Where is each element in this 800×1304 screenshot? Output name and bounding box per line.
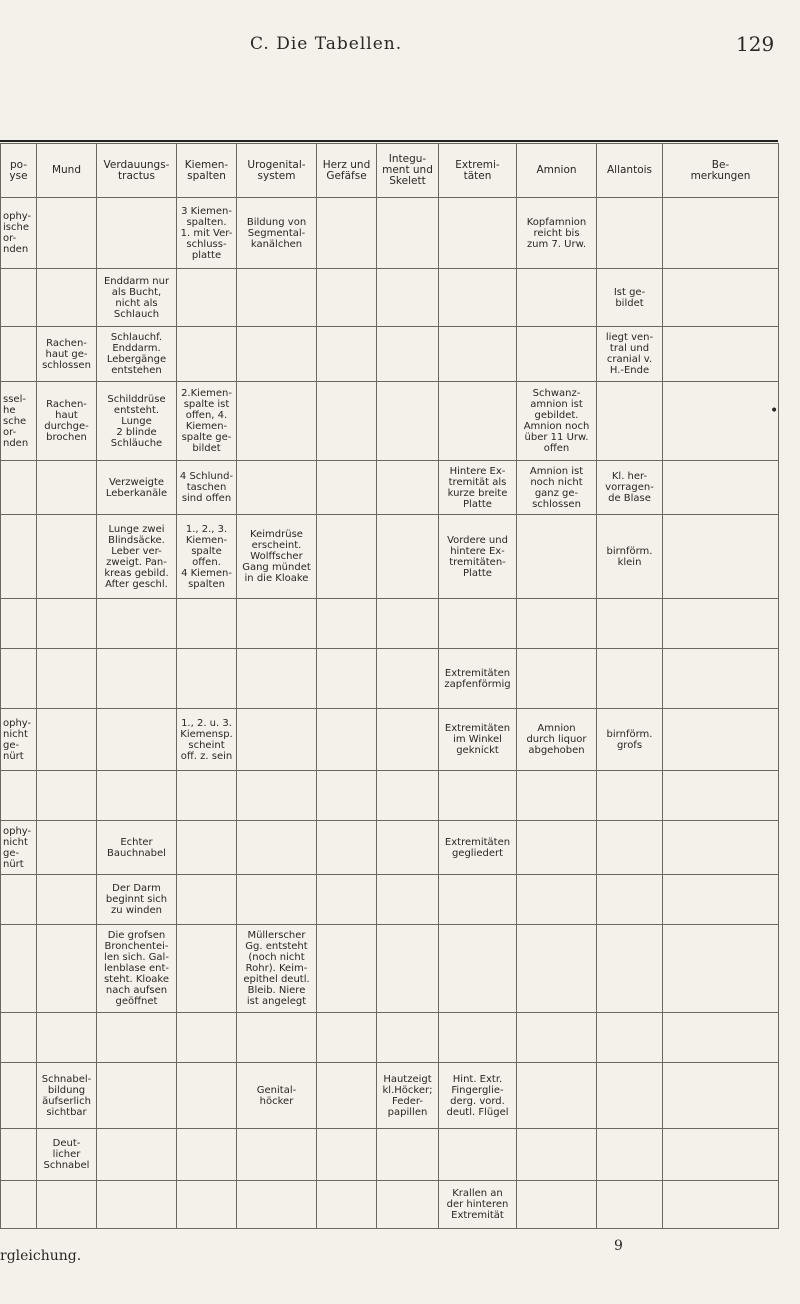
table-cell: Der Darm beginnt sich zu winden <box>97 875 177 925</box>
column-header: Urogenital- system <box>237 144 317 198</box>
table-cell <box>177 875 237 925</box>
table-cell: 3 Kiemen- spalten. 1. mit Ver- schluss- platte <box>177 198 237 269</box>
table-row <box>1 875 779 925</box>
table-row <box>1 1181 779 1229</box>
development-table <box>0 143 779 1229</box>
table-cell <box>597 1013 663 1063</box>
table-cell <box>1 599 37 649</box>
table-cell <box>37 771 97 821</box>
table-cell <box>97 1181 177 1229</box>
table-cell <box>37 649 97 709</box>
table-cell <box>37 1181 97 1229</box>
table-cell: Schwanz- amnion ist gebildet. Amnion noch über 11 Urw. offen <box>517 382 597 461</box>
table-cell <box>317 1063 377 1129</box>
table-cell <box>97 771 177 821</box>
table-row <box>1 1129 779 1181</box>
table-row <box>1 1063 779 1129</box>
table-row <box>1 461 779 515</box>
table-cell <box>663 1129 779 1181</box>
table-cell <box>439 1129 517 1181</box>
table-cell <box>97 649 177 709</box>
table-row <box>1 382 779 461</box>
table-cell: Verzweigte Leberkanäle <box>97 461 177 515</box>
table-cell: liegt ven- tral und cranial v. H.-Ende <box>597 327 663 382</box>
table-cell <box>317 461 377 515</box>
table-cell <box>517 821 597 875</box>
table-cell <box>377 515 439 599</box>
table-cell: Ist ge- bildet <box>597 269 663 327</box>
table-row <box>1 709 779 771</box>
table-cell <box>663 461 779 515</box>
table-cell <box>663 1013 779 1063</box>
table-cell <box>377 327 439 382</box>
table-cell <box>663 327 779 382</box>
table-cell <box>517 649 597 709</box>
table-cell <box>177 925 237 1013</box>
table-cell <box>177 821 237 875</box>
table-cell <box>517 599 597 649</box>
page-title: C. Die Tabellen. <box>250 34 403 54</box>
table-cell <box>597 198 663 269</box>
table-cell <box>377 925 439 1013</box>
table-cell <box>317 771 377 821</box>
table-cell <box>1 1013 37 1063</box>
table-cell <box>517 925 597 1013</box>
table-cell <box>663 709 779 771</box>
table-cell: 1., 2. u. 3. Kiemensp. scheint off. z. sein <box>177 709 237 771</box>
table-cell <box>377 649 439 709</box>
table-cell: Bildung von Segmental- kanälchen <box>237 198 317 269</box>
table-cell: Hint. Extr. Fingerglie- derg. vord. deutl. Flügel <box>439 1063 517 1129</box>
table-cell <box>37 599 97 649</box>
table-cell: Extremitäten im Winkel geknickt <box>439 709 517 771</box>
table-cell: Krallen an der hinteren Extremität <box>439 1181 517 1229</box>
table-row <box>1 198 779 269</box>
table-cell: Extremitäten zapfenförmig <box>439 649 517 709</box>
column-header: Kiemen- spalten <box>177 144 237 198</box>
table-cell <box>439 925 517 1013</box>
column-header: Be- merkungen <box>663 144 779 198</box>
table-cell <box>317 515 377 599</box>
table-cell <box>517 875 597 925</box>
table-cell <box>237 1129 317 1181</box>
table-cell <box>37 269 97 327</box>
table-cell <box>97 198 177 269</box>
table-cell <box>377 771 439 821</box>
table-cell <box>97 1063 177 1129</box>
table-cell <box>237 599 317 649</box>
table-cell <box>377 269 439 327</box>
table-cell <box>597 649 663 709</box>
table-cell <box>377 875 439 925</box>
table-cell <box>177 771 237 821</box>
table-cell <box>597 1063 663 1129</box>
page-number: 129 <box>736 32 775 56</box>
table-cell <box>37 709 97 771</box>
table-cell <box>317 599 377 649</box>
column-header: Integu- ment und Skelett <box>377 144 439 198</box>
table-cell <box>1 1063 37 1129</box>
column-header: Allantois <box>597 144 663 198</box>
table-cell <box>1 515 37 599</box>
table-cell <box>439 599 517 649</box>
column-header: Verdauungs- tractus <box>97 144 177 198</box>
table-cell <box>663 599 779 649</box>
table-cell <box>439 771 517 821</box>
table-cell <box>663 649 779 709</box>
table-cell <box>317 269 377 327</box>
table-cell: Rachen- haut ge- schlossen <box>37 327 97 382</box>
table-cell <box>237 821 317 875</box>
table-cell <box>37 198 97 269</box>
table-cell: Schnabel- bildung äufserlich sichtbar <box>37 1063 97 1129</box>
table-cell <box>663 1181 779 1229</box>
table-cell <box>377 198 439 269</box>
table-cell <box>237 269 317 327</box>
table-cell <box>663 771 779 821</box>
table-cell <box>317 875 377 925</box>
table-cell <box>377 1013 439 1063</box>
table-cell: Genital- höcker <box>237 1063 317 1129</box>
table-cell <box>663 198 779 269</box>
column-header: Extremi- täten <box>439 144 517 198</box>
table-cell <box>377 821 439 875</box>
table-cell <box>597 599 663 649</box>
footer-text: rgleichung. <box>0 1248 82 1264</box>
table-cell <box>317 649 377 709</box>
table-row <box>1 925 779 1013</box>
table-cell <box>377 599 439 649</box>
table-cell <box>597 875 663 925</box>
top-rule <box>0 140 778 142</box>
table-cell <box>37 515 97 599</box>
table-cell: 1., 2., 3. Kiemen- spalte offen. 4 Kiemen- spalten <box>177 515 237 599</box>
table-cell <box>439 875 517 925</box>
table-cell <box>177 649 237 709</box>
table-cell <box>177 1181 237 1229</box>
column-header: po- yse <box>1 144 37 198</box>
table-cell <box>97 599 177 649</box>
table-cell <box>317 821 377 875</box>
signature-mark: 9 <box>614 1238 623 1254</box>
table-cell: Amnion durch liquor abgehoben <box>517 709 597 771</box>
table-cell <box>597 821 663 875</box>
table-cell <box>377 709 439 771</box>
table-cell <box>439 269 517 327</box>
table-cell <box>177 1063 237 1129</box>
table-cell: Kopfamnion reicht bis zum 7. Urw. <box>517 198 597 269</box>
table-cell <box>517 269 597 327</box>
column-header: Mund <box>37 144 97 198</box>
table-cell <box>663 1063 779 1129</box>
table-cell <box>517 1013 597 1063</box>
table-cell <box>377 1129 439 1181</box>
table-cell <box>517 771 597 821</box>
table-cell <box>237 709 317 771</box>
table-cell: Die grofsen Bronchentei- len sich. Gal- lenblase ent- steht. Kloake nach aufsen geöffnet <box>97 925 177 1013</box>
table-cell <box>597 925 663 1013</box>
table-cell <box>663 515 779 599</box>
table-cell <box>663 925 779 1013</box>
table-cell <box>517 515 597 599</box>
table-cell <box>317 1129 377 1181</box>
table-cell: 2.Kiemen- spalte ist offen, 4. Kiemen- spalte ge- bildet <box>177 382 237 461</box>
running-head <box>0 28 800 58</box>
table-cell: Schlauchf. Enddarm. Lebergänge entstehen <box>97 327 177 382</box>
table-cell <box>517 1129 597 1181</box>
table-cell <box>377 1181 439 1229</box>
table-cell <box>317 925 377 1013</box>
table-cell <box>317 382 377 461</box>
table-row <box>1 515 779 599</box>
table-cell: Vordere und hintere Ex- tremitäten- Platte <box>439 515 517 599</box>
table-cell: Extremitäten gegliedert <box>439 821 517 875</box>
table-cell <box>317 1181 377 1229</box>
table-cell <box>37 1013 97 1063</box>
table-cell <box>377 382 439 461</box>
table-cell <box>377 461 439 515</box>
table-cell <box>597 1129 663 1181</box>
table-cell <box>237 461 317 515</box>
table-cell: birnförm. klein <box>597 515 663 599</box>
table-cell <box>663 382 779 461</box>
table-cell: ophy- ische or- nden <box>1 198 37 269</box>
table-cell: ssel- he sche or- nden <box>1 382 37 461</box>
table-cell <box>439 327 517 382</box>
table-cell <box>237 649 317 709</box>
table-row <box>1 1013 779 1063</box>
table-cell <box>37 925 97 1013</box>
table-cell: Echter Bauchnabel <box>97 821 177 875</box>
table-cell: Enddarm nur als Bucht, nicht als Schlauch <box>97 269 177 327</box>
table-cell: Deut- licher Schnabel <box>37 1129 97 1181</box>
table-cell <box>97 1129 177 1181</box>
table-cell: Keimdrüse erscheint. Wolffscher Gang mündet in die Kloake <box>237 515 317 599</box>
table-cell <box>97 709 177 771</box>
table-header-row <box>1 144 779 198</box>
table-row <box>1 821 779 875</box>
table-row <box>1 599 779 649</box>
table-cell <box>597 1181 663 1229</box>
table-cell <box>177 327 237 382</box>
table-cell <box>37 461 97 515</box>
table-cell <box>439 1013 517 1063</box>
table-cell <box>597 771 663 821</box>
table-row <box>1 649 779 709</box>
table-cell <box>317 1013 377 1063</box>
table-cell: Kl. her- vorragen- de Blase <box>597 461 663 515</box>
column-header: Amnion <box>517 144 597 198</box>
table-cell <box>1 925 37 1013</box>
table-cell: Hintere Ex- tremität als kurze breite Platte <box>439 461 517 515</box>
table-cell <box>1 461 37 515</box>
table-cell: Schilddrüse entsteht. Lunge 2 blinde Schläuche <box>97 382 177 461</box>
table-cell <box>237 327 317 382</box>
table-row <box>1 269 779 327</box>
table-cell: ophy- nicht ge- nürt <box>1 821 37 875</box>
table-cell <box>317 198 377 269</box>
table-cell: 4 Schlund- taschen sind offen <box>177 461 237 515</box>
table-cell <box>237 382 317 461</box>
table-cell <box>37 875 97 925</box>
table-cell <box>97 1013 177 1063</box>
table-cell <box>1 771 37 821</box>
margin-mark: • <box>770 403 779 419</box>
table-cell <box>317 327 377 382</box>
table-cell <box>1 1129 37 1181</box>
table-cell: Müllerscher Gg. entsteht (noch nicht Rohr). Keim- epithel deutl. Bleib. Niere ist angelegt <box>237 925 317 1013</box>
table-cell <box>663 875 779 925</box>
table-cell <box>517 1181 597 1229</box>
table-cell <box>317 709 377 771</box>
table-cell <box>237 1013 317 1063</box>
table-cell: ophy- nicht ge- nürt <box>1 709 37 771</box>
table-row <box>1 327 779 382</box>
table-cell <box>663 269 779 327</box>
table-cell <box>177 1013 237 1063</box>
table-cell <box>439 198 517 269</box>
column-header: Herz und Gefäfse <box>317 144 377 198</box>
table-cell: Amnion ist noch nicht ganz ge- schlossen <box>517 461 597 515</box>
table-cell <box>1 875 37 925</box>
table-cell <box>517 1063 597 1129</box>
table-cell <box>237 875 317 925</box>
table-cell: birnförm. grofs <box>597 709 663 771</box>
table-cell <box>1 327 37 382</box>
table-cell: Lunge zwei Blindsäcke. Leber ver- zweigt. Pan- kreas gebild. After geschl. <box>97 515 177 599</box>
table-cell <box>517 327 597 382</box>
table-cell <box>37 821 97 875</box>
table-cell: Rachen- haut durchge- brochen <box>37 382 97 461</box>
table-cell <box>177 1129 237 1181</box>
table-cell <box>1 269 37 327</box>
table-cell <box>1 1181 37 1229</box>
table-row <box>1 771 779 821</box>
table-cell <box>237 771 317 821</box>
table-cell <box>663 821 779 875</box>
table-cell <box>597 382 663 461</box>
table-cell <box>177 269 237 327</box>
table-cell: Hautzeigt kl.Höcker; Feder- papillen <box>377 1063 439 1129</box>
table-cell <box>177 599 237 649</box>
table-cell <box>1 649 37 709</box>
table-cell <box>237 1181 317 1229</box>
table-cell <box>439 382 517 461</box>
